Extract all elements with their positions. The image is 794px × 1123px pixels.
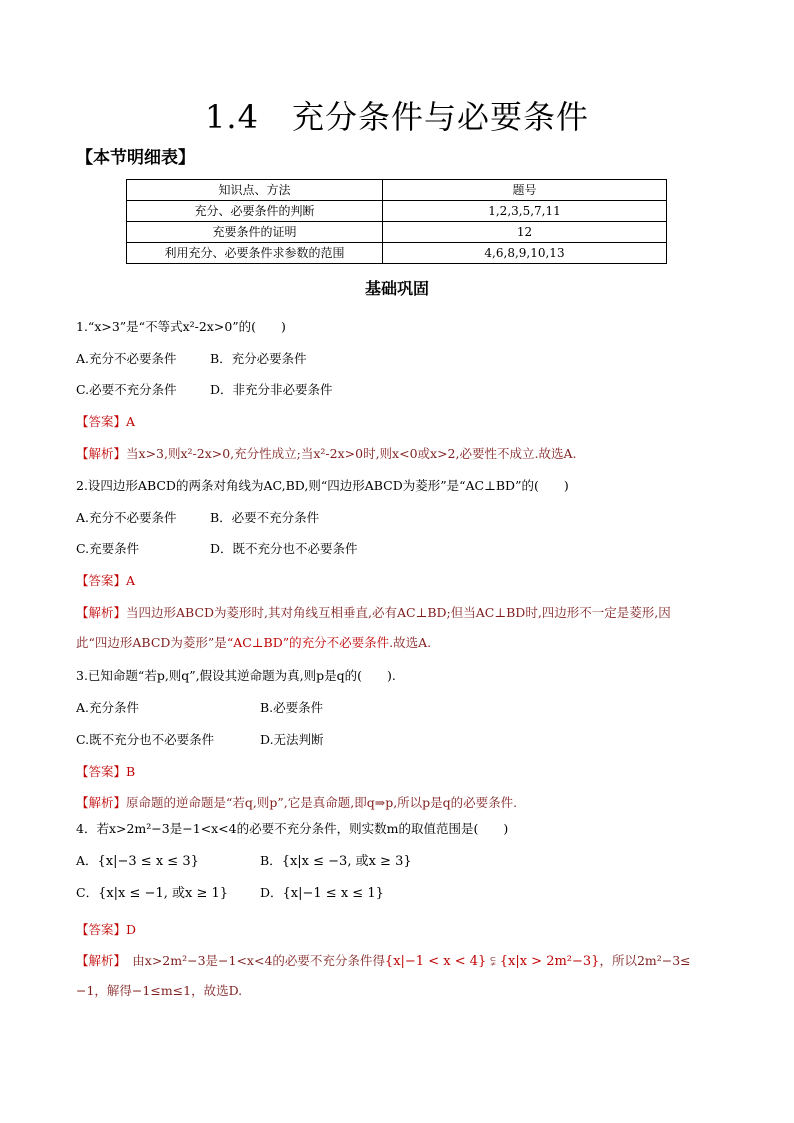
analysis-text: 原命题的逆命题是“若q,则p”,它是真命题,即q⇒p,所以p是q的必要条件. [126, 795, 518, 810]
table-header-cell: 知识点、方法 [127, 180, 383, 201]
option-a: A.充分条件 [76, 700, 140, 715]
question-4-answer [76, 921, 136, 939]
question-1-analysis [76, 445, 576, 463]
analysis-text: 由x>2m²−3是−1<x<4的必要不充分条件得 [119, 953, 385, 968]
table-cell: 4,6,8,9,10,13 [383, 243, 667, 264]
option-a: A.充分不必要条件 [76, 351, 177, 366]
analysis-math: {x|x > 2m²−3} [499, 954, 600, 969]
question-2-analysis-cont [76, 634, 431, 652]
answer-value: A [126, 573, 136, 588]
option-b: B.必要条件 [260, 700, 324, 715]
question-1-answer [76, 413, 135, 431]
option-c: C.必要不充分条件 [76, 382, 177, 397]
question-1-stem: 1.“x>3”是“不等式x²-2x>0”的( ) [76, 319, 286, 334]
option-d: D．非充分非必要条件 [210, 382, 333, 397]
table-header-row [127, 180, 667, 201]
answer-label: 【答案】 [76, 764, 127, 779]
section-title: 基础巩固 [364, 279, 429, 298]
page-title: 1.4 充分条件与必要条件 [205, 98, 589, 136]
question-3-analysis [76, 794, 517, 812]
answer-value: B [126, 764, 136, 779]
table-cell: 充要条件的证明 [127, 222, 383, 243]
option-label: C． [76, 885, 99, 900]
table-row [127, 243, 667, 264]
answer-label: 【答案】 [76, 573, 127, 588]
analysis-label: 【解析】 [76, 953, 120, 968]
analysis-text: 当四边形ABCD为菱形时,其对角线互相垂直,必有AC⊥BD;但当AC⊥BD时,四边形不一定是菱形,因 [126, 605, 671, 620]
question-2-stem: 2.设四边形ABCD的两条对角线为AC,BD,则“四边形ABCD为菱形”是“AC⊥BD”的( ) [76, 478, 569, 493]
analysis-label: 【解析】 [76, 795, 127, 810]
option-d: D.无法判断 [260, 732, 324, 747]
analysis-text: 此“四边形ABCD为菱形”是 [76, 635, 227, 650]
option-label: B． [260, 853, 282, 868]
answer-label: 【答案】 [76, 414, 127, 429]
option-math: {x|x ≤ −3, 或x ≥ 3} [281, 854, 412, 869]
question-4-stem: 4．若x>2m²−3是−1<x<4的必要不充分条件，则实数m的取值范围是( ) [76, 821, 509, 836]
table-cell: 充分、必要条件的判断 [127, 201, 383, 222]
option-math: {x|−3 ≤ x ≤ 3} [97, 854, 199, 869]
question-4-analysis [76, 952, 691, 971]
option-label: A． [76, 853, 98, 868]
analysis-highlight: “AC⊥BD”的充分不必要条件 [226, 635, 390, 650]
answer-value: D [126, 922, 137, 937]
option-b: B．充分必要条件 [210, 351, 307, 366]
analysis-label: 【解析】 [76, 605, 127, 620]
table-header-cell: 题号 [383, 180, 667, 201]
option-b: B．必要不充分条件 [210, 510, 320, 525]
analysis-text: .故选A. [389, 635, 432, 650]
option-label: D． [260, 885, 283, 900]
option-b [260, 852, 412, 871]
answer-label: 【答案】 [76, 922, 127, 937]
table-cell: 1,2,3,5,7,11 [383, 201, 667, 222]
option-c: C.充要条件 [76, 541, 140, 556]
question-3-answer [76, 763, 135, 781]
option-math: {x|x ≤ −1, 或x ≥ 1} [98, 886, 229, 901]
table-cell: 利用充分、必要条件求参数的范围 [127, 243, 383, 264]
option-a: A.充分不必要条件 [76, 510, 177, 525]
table-cell: 12 [383, 222, 667, 243]
question-4-analysis-cont: −1，解得−1≤m≤1，故选D. [76, 983, 243, 998]
analysis-label: 【解析】 [76, 446, 127, 461]
option-d: D．既不充分也不必要条件 [210, 541, 358, 556]
question-2-analysis [76, 604, 671, 622]
option-c: C.既不充分也不必要条件 [76, 732, 215, 747]
option-a [76, 852, 199, 871]
analysis-text: ，所以2m²−3≤ [599, 953, 691, 968]
analysis-text: ⫋ [486, 953, 500, 968]
analysis-text: 当x>3,则x²-2x>0,充分性成立;当x²-2x>0时,则x<0或x>2,必要性不成立.故选A. [126, 446, 577, 461]
option-c [76, 884, 228, 903]
option-math: {x|−1 ≤ x ≤ 1} [282, 886, 384, 901]
option-d [260, 884, 384, 903]
table-row [127, 222, 667, 243]
answer-value: A [126, 414, 136, 429]
table-row [127, 201, 667, 222]
analysis-math: {x|−1 < x < 4} [384, 954, 487, 969]
question-2-answer [76, 572, 135, 590]
question-3-stem: 3.已知命题“若p,则q”,假设其逆命题为真,则p是q的( ). [76, 668, 396, 683]
detail-table [126, 179, 667, 264]
detail-table-label: 【本节明细表】 [76, 148, 195, 168]
